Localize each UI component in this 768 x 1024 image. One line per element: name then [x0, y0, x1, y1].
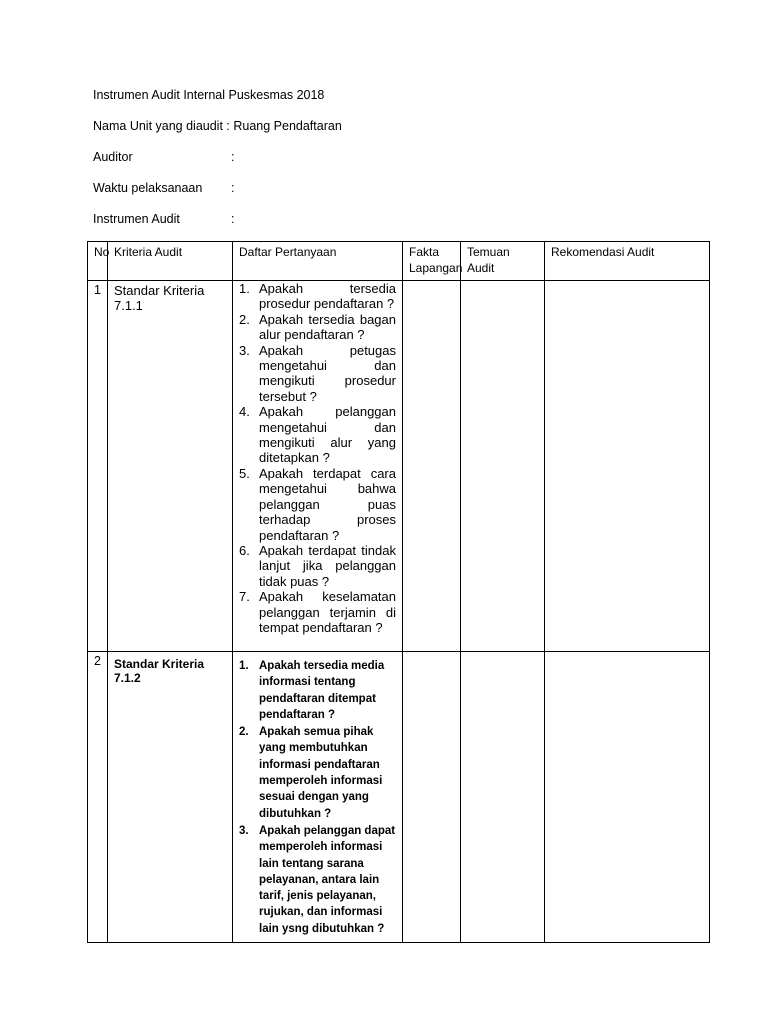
question-item: 3. Apakah pelanggan dapat memperoleh informasi lain tentang sarana pelayanan, antara lain tarif, jenis pelayanan, rujukan, dan informasi lain ysng dibutuhkan ?: [239, 824, 396, 935]
table-row: [88, 652, 710, 943]
col-header-no: No: [88, 242, 108, 281]
waktu-label: Waktu pelaksanaan: [93, 181, 203, 195]
question-item: 4. Apakah pelanggan mengetahui dan mengikuti alur yang ditetapkan ?: [239, 404, 396, 466]
question-item: 5. Apakah terdapat cara mengetahui bahwa pelanggan puas terhadap proses pendaftaran ?: [239, 465, 396, 543]
col-header-rekomendasi: Rekomendasi Audit: [545, 242, 710, 281]
question-item: 2. Apakah semua pihak yang membutuhkan informasi pendaftaran memperoleh informasi sesuai dengan yang dibutuhkan ?: [239, 726, 383, 820]
kriteria-text: Standar Kriteria 7.1.1: [114, 283, 205, 313]
temuan-cell[interactable]: [461, 652, 545, 943]
kriteria-cell: [108, 652, 233, 943]
table-header-row: [88, 242, 710, 281]
instrumen-line: [93, 212, 234, 227]
auditor-line: [93, 150, 234, 165]
row-number: 2: [88, 652, 108, 943]
question-item: 1. Apakah tersedia prosedur pendaftaran ?: [239, 281, 396, 312]
question-list: [239, 658, 396, 937]
col-header-kriteria: Kriteria Audit: [108, 242, 233, 281]
col-header-temuan: Temuan Audit: [461, 242, 545, 281]
auditor-label: Auditor: [93, 150, 133, 164]
instrumen-label: Instrumen Audit: [93, 212, 180, 226]
table-row: [88, 281, 710, 652]
waktu-colon: :: [231, 181, 235, 195]
col-header-fakta: Fakta Lapangan: [403, 242, 461, 281]
rekomendasi-cell[interactable]: [545, 652, 710, 943]
kriteria-cell: [108, 281, 233, 652]
auditor-colon: :: [231, 150, 235, 164]
unit-line: Nama Unit yang diaudit : Ruang Pendaftaran: [93, 119, 342, 133]
kriteria-text: Standar Kriteria 7.1.2: [114, 657, 205, 685]
pertanyaan-cell: [233, 652, 403, 943]
audit-table: [87, 241, 710, 943]
rekomendasi-cell[interactable]: [545, 281, 710, 652]
fakta-cell[interactable]: [403, 652, 461, 943]
temuan-cell[interactable]: [461, 281, 545, 652]
question-item: 7. Apakah keselamatan pelanggan terjamin di tempat pendaftaran ?: [239, 589, 396, 635]
question-list: [239, 281, 396, 635]
question-item: 1. Apakah tersedia media informasi tentang pendaftaran ditempat pendaftaran ?: [239, 660, 385, 721]
fakta-cell[interactable]: [403, 281, 461, 652]
row-number: 1: [88, 281, 108, 652]
waktu-line: [93, 181, 234, 196]
pertanyaan-cell: [233, 281, 403, 652]
document-title: Instrumen Audit Internal Puskesmas 2018: [93, 88, 325, 102]
col-header-pertanyaan: Daftar Pertanyaan: [233, 242, 403, 281]
instrumen-colon: :: [231, 212, 235, 226]
question-item: 2. Apakah tersedia bagan alur pendaftaran ?: [239, 311, 396, 343]
question-item: 6. Apakah terdapat tindak lanjut jika pelanggan tidak puas ?: [239, 542, 396, 589]
question-item: 3. Apakah petugas mengetahui dan mengikuti prosedur tersebut ?: [239, 342, 396, 404]
